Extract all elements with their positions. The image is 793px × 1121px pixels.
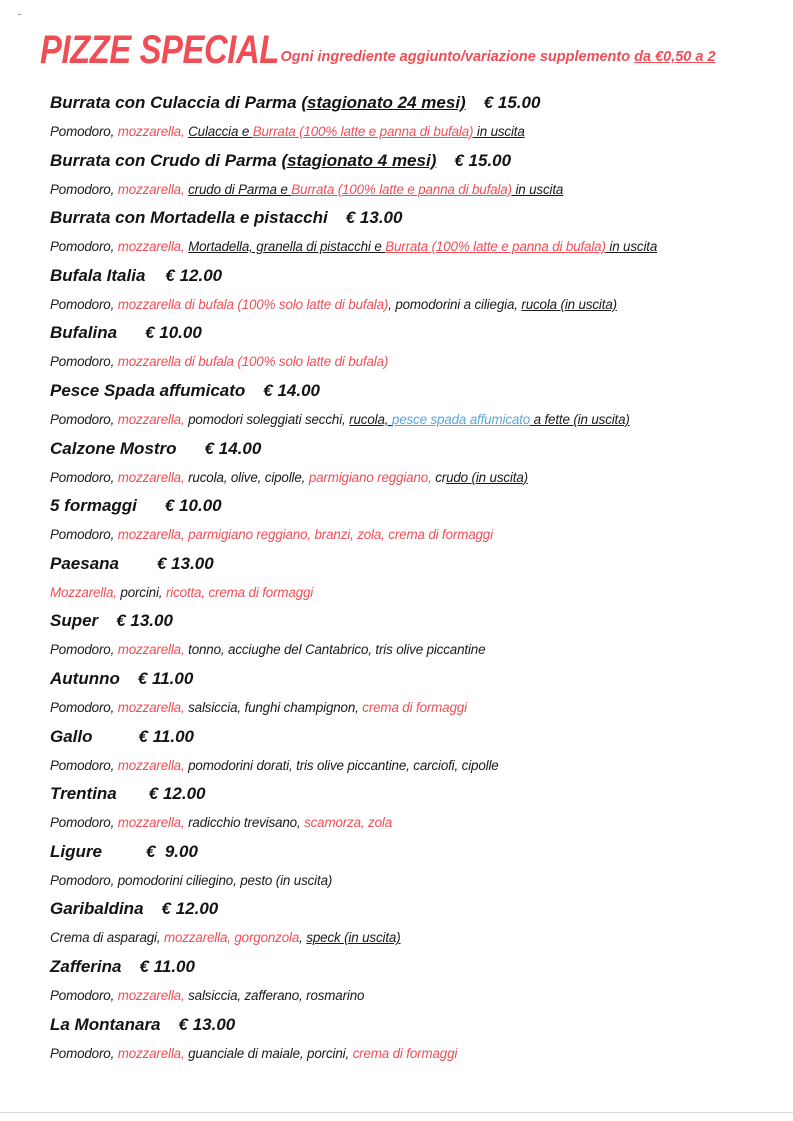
pizza-name-part: Burrata con Crudo di Parma xyxy=(50,150,282,170)
pizza-price: € 14.00 xyxy=(204,438,262,458)
ingredient-text: crema di formaggi xyxy=(352,1045,458,1061)
pizza-price: € 14.00 xyxy=(263,380,321,400)
pizza-price: € 15.00 xyxy=(483,93,541,112)
ingredient-text: Burrata (100% latte e panna di bufala) xyxy=(385,239,606,255)
ingredient-text: pomodorini dorati, tris olive piccantine, carciofi, cipolle xyxy=(188,757,499,773)
ingredient-text: mozzarella, xyxy=(117,469,189,485)
ingredient-text: salsiccia, zafferano, rosmarino xyxy=(188,987,365,1003)
ingredient-text: mozzarella, xyxy=(117,987,189,1003)
pizza-name xyxy=(50,318,770,348)
pizza-price: € 12.00 xyxy=(165,265,223,285)
pizza-price: € 11.00 xyxy=(138,726,194,746)
pizza-name-part: Bufala Italia xyxy=(50,265,146,285)
ingredient-text: Pomodoro, xyxy=(50,239,118,255)
ingredient-text: rucola, xyxy=(349,411,392,427)
ingredient-text: guanciale di maiale, porcini, xyxy=(188,1045,353,1061)
pizza-price: € 10.00 xyxy=(164,496,222,516)
menu-item xyxy=(50,261,770,319)
ingredient-text: parmigiano reggiano, xyxy=(308,469,436,485)
ingredient-text: Pomodoro, xyxy=(50,181,118,197)
menu-item xyxy=(50,434,770,492)
page-bottom-edge xyxy=(0,1112,793,1113)
menu-item xyxy=(50,491,770,549)
pizza-ingredients xyxy=(50,752,770,779)
ingredient-text: speck (in uscita) xyxy=(306,930,401,946)
ingredient-text: a fette (in uscita) xyxy=(530,411,630,427)
ingredient-text: Pomodoro, xyxy=(50,699,118,715)
pizza-name-part: Gallo xyxy=(50,726,93,746)
ingredient-text: mozzarella, xyxy=(117,815,189,831)
ingredient-text: Pomodoro, xyxy=(50,296,118,312)
pizza-name-part: La Montanara xyxy=(50,1014,161,1034)
pizza-price: € 13.00 xyxy=(157,553,214,573)
ingredient-text: mozzarella, xyxy=(117,1045,189,1061)
ingredient-text: Pomodoro, xyxy=(50,527,118,543)
ingredient-text: mozzarella, xyxy=(117,239,189,255)
ingredient-text: mozzarella di bufala (100% solo latte di bufala) xyxy=(117,296,389,312)
pizza-ingredients xyxy=(50,867,770,894)
ingredient-text: scamorza, zola xyxy=(304,815,393,831)
menu-item xyxy=(50,894,770,952)
menu-item xyxy=(50,722,770,780)
ingredient-text: Pomodoro, xyxy=(50,815,118,831)
ingredient-text: Pomodoro, xyxy=(50,987,118,1003)
ingredient-text: rucola (in uscita) xyxy=(521,296,617,312)
pizza-name-part: Autunno xyxy=(50,668,120,688)
pizza-ingredients xyxy=(50,233,770,260)
pizza-name xyxy=(50,894,770,924)
ingredient-text: in uscita xyxy=(511,181,564,197)
scan-speck xyxy=(18,14,21,15)
ingredient-text: Burrata (100% latte e panna di bufala) xyxy=(291,181,512,197)
pizza-name xyxy=(50,146,770,176)
pizza-price: € 12.00 xyxy=(148,784,206,804)
ingredient-text: udo (in uscita) xyxy=(446,469,528,485)
ingredient-text: Crema di asparagi, xyxy=(50,930,164,946)
pizza-name xyxy=(50,549,770,579)
ingredient-text: Culaccia e xyxy=(188,124,253,139)
pizza-ingredients xyxy=(50,176,770,203)
menu-item xyxy=(50,549,770,607)
pizza-price: € 15.00 xyxy=(454,150,512,170)
pizza-ingredients xyxy=(50,348,770,375)
pizza-name xyxy=(50,88,770,118)
pizza-name xyxy=(50,491,770,521)
ingredient-text: Pomodoro, xyxy=(50,1045,118,1061)
pizza-ingredients xyxy=(50,406,770,433)
pizza-ingredients xyxy=(50,924,770,951)
pizza-name-part: Ligure xyxy=(50,841,102,861)
menu-item xyxy=(50,952,770,1010)
ingredient-text: cr xyxy=(435,469,447,485)
ingredient-text: radicchio trevisano, xyxy=(188,815,305,831)
ingredient-text: Pomodoro, pomodorini ciliegino, pesto (in uscita) xyxy=(50,872,333,888)
pizza-name xyxy=(50,779,770,809)
pizza-name-part: Trentina xyxy=(50,784,117,804)
ingredient-text: pomodori soleggiati secchi, xyxy=(188,411,350,427)
ingredient-text: mozzarella, xyxy=(117,699,189,715)
pizza-ingredients xyxy=(50,464,770,491)
pizza-name-part: Bufalina xyxy=(50,323,118,343)
pizza-name xyxy=(50,664,770,694)
pizza-name xyxy=(50,837,770,867)
pizza-ingredients xyxy=(50,291,770,318)
pizza-name-part: Paesana xyxy=(50,553,119,573)
pizza-name-part: Zafferina xyxy=(50,956,122,976)
pizza-name xyxy=(50,1010,770,1040)
menu-item xyxy=(50,203,770,261)
ingredient-text: , pomodorini a ciliegia, xyxy=(388,296,522,312)
pizza-name-part: Pesce Spada affumicato xyxy=(50,380,246,400)
ingredient-text: mozzarella di bufala (100% solo latte di bufala) xyxy=(117,354,389,370)
ingredient-text: in uscita xyxy=(605,239,658,255)
pizza-name-part: Calzone Mostro xyxy=(50,438,177,458)
pizza-price: € 11.00 xyxy=(139,956,195,976)
ingredient-text: mozzarella, xyxy=(117,181,189,197)
pizza-name-part: Garibaldina xyxy=(50,899,144,919)
ingredient-text: Pomodoro, xyxy=(50,642,118,658)
ingredient-text: crema di formaggi xyxy=(362,699,467,715)
ingredient-text: crudo di Parma e xyxy=(188,181,292,197)
ingredient-text: mozzarella, parmigiano reggiano, branzi, zola, crema di formaggi xyxy=(117,527,493,543)
menu-item xyxy=(50,606,770,664)
pizza-ingredients xyxy=(50,579,770,606)
pizza-ingredients xyxy=(50,982,770,1009)
ingredient-text: ricotta, crema di formaggi xyxy=(165,584,314,600)
pizza-name xyxy=(50,606,770,636)
pizza-name-part: Burrata con Culaccia di Parma xyxy=(50,93,302,112)
pizza-name-part: Super xyxy=(50,611,99,631)
ingredient-text: in uscita xyxy=(473,124,525,139)
ingredient-text: tonno, acciughe del Cantabrico, tris olive piccantine xyxy=(188,642,486,658)
pizza-ingredients xyxy=(50,521,770,548)
supplement-note xyxy=(280,46,715,72)
ingredient-text: Mozzarella, xyxy=(50,584,121,600)
ingredient-text: mozzarella, xyxy=(117,411,189,427)
menu-item xyxy=(50,779,770,837)
pizza-price: € 13.00 xyxy=(178,1014,236,1034)
ingredient-text: Pomodoro, xyxy=(50,411,118,427)
pizza-ingredients xyxy=(50,636,770,663)
pizza-name xyxy=(50,434,770,464)
ingredient-text: Mortadella, granella di pistacchi e xyxy=(188,239,386,255)
menu-item xyxy=(50,318,770,376)
pizza-name xyxy=(50,261,770,291)
menu-item xyxy=(50,664,770,722)
menu-item xyxy=(50,376,770,434)
pizza-name xyxy=(50,952,770,982)
pizza-price: € 9.00 xyxy=(145,841,198,861)
menu-header xyxy=(40,28,780,76)
pizza-list xyxy=(50,88,770,1067)
pizza-price: € 12.00 xyxy=(161,899,219,919)
ingredient-text: rucola, olive, cipolle, xyxy=(188,469,309,485)
supplement-note-text: Ogni ingrediente aggiunto/variazione supplemento xyxy=(280,49,635,65)
ingredient-text: pesce spada affumicato xyxy=(391,411,531,427)
pizza-name xyxy=(50,376,770,406)
pizza-price: € 10.00 xyxy=(145,323,202,343)
menu-item xyxy=(50,1010,770,1068)
ingredient-text: Pomodoro, xyxy=(50,757,118,773)
menu-item xyxy=(50,837,770,895)
pizza-ingredients xyxy=(50,809,770,836)
pizza-name-part: (stagionato 24 mesi) xyxy=(301,93,466,112)
pizza-price: € 13.00 xyxy=(345,208,403,228)
ingredient-text: mozzarella, xyxy=(117,642,189,658)
pizza-ingredients xyxy=(50,694,770,721)
ingredient-text: mozzarella, xyxy=(117,757,189,773)
pizza-price: € 11.00 xyxy=(137,668,194,688)
menu-item xyxy=(50,146,770,204)
pizza-name-part: Burrata con Mortadella e pistacchi xyxy=(50,208,328,228)
ingredient-text: Pomodoro, xyxy=(50,124,118,139)
ingredient-text: mozzarella, gorgonzola xyxy=(164,930,300,946)
pizza-ingredients xyxy=(50,118,770,145)
ingredient-text: porcini, xyxy=(120,584,166,600)
ingredient-text: Pomodoro, xyxy=(50,354,118,370)
menu-item xyxy=(50,88,770,146)
pizza-ingredients xyxy=(50,1040,770,1067)
ingredient-text: mozzarella, xyxy=(117,124,189,139)
pizza-name xyxy=(50,722,770,752)
ingredient-text: salsiccia, funghi champignon, xyxy=(188,699,363,715)
page-title: PIZZE SPECIAL xyxy=(40,28,279,72)
ingredient-text: Burrata (100% latte e panna di bufala) xyxy=(252,124,474,139)
pizza-name-part: (stagionato 4 mesi) xyxy=(281,150,437,170)
pizza-name-part: 5 formaggi xyxy=(50,496,137,516)
pizza-price: € 13.00 xyxy=(116,611,173,631)
ingredient-text: , xyxy=(299,930,307,946)
pizza-name xyxy=(50,203,770,233)
supplement-range: da €0,50 a 2 xyxy=(634,49,716,65)
ingredient-text: Pomodoro, xyxy=(50,469,118,485)
